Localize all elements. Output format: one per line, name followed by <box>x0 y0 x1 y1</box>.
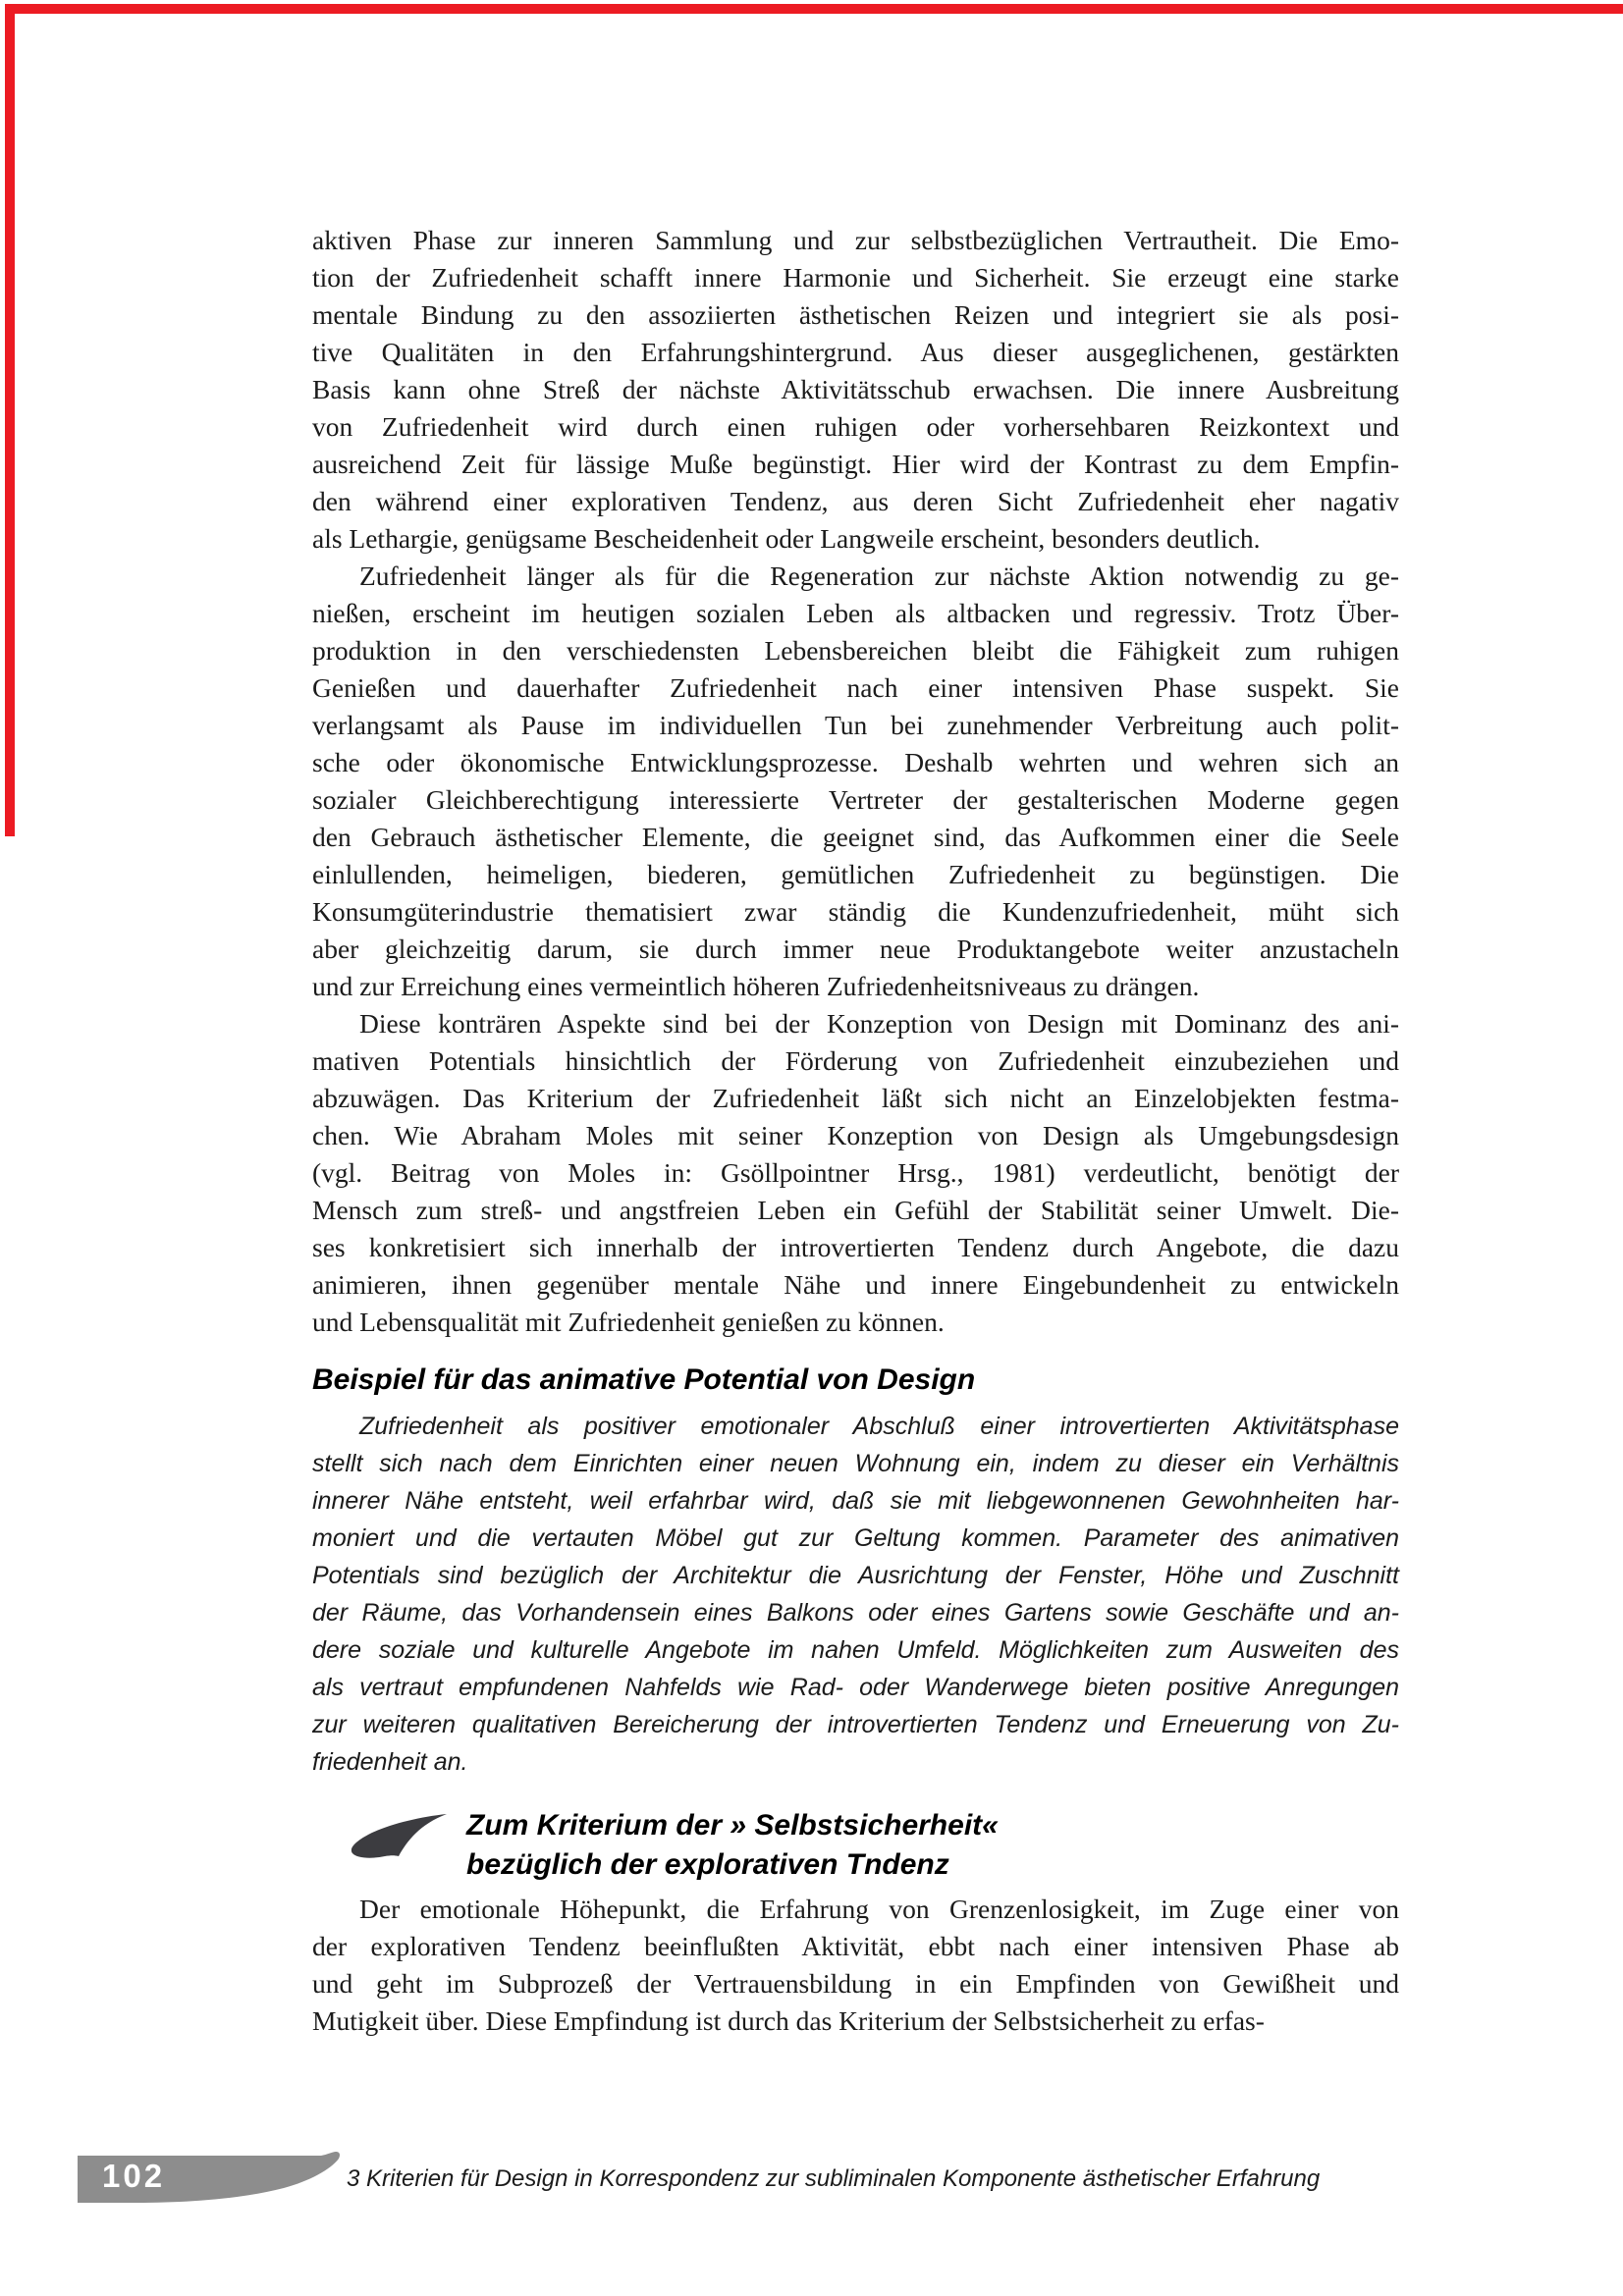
red-margin-line-top <box>5 4 1623 14</box>
text-line: chen. Wie Abraham Moles mit seiner Konzeption von Design als Umgebungsdesign <box>312 1120 1399 1150</box>
text-line: sche oder ökonomische Entwicklungsprozesse. Deshalb wehrten und wehren sich an <box>312 747 1399 777</box>
text-line: tive Qualitäten in den Erfahrungshintergrund. Aus dieser ausgeglichenen, gestärkten <box>312 337 1399 367</box>
text-line: Mensch zum streß- und angstfreien Leben ein Gefühl der Stabilität seiner Umwelt. Die- <box>312 1195 1399 1225</box>
swoosh-icon <box>348 1812 450 1859</box>
text-line: moniert und die vertauten Möbel gut zur Geltung kommen. Parameter des animativen <box>312 1524 1399 1552</box>
text-line: den während einer explorativen Tendenz, aus deren Sicht Zufriedenheit eher nagativ <box>312 486 1399 516</box>
heading-line: Zum Kriterium der » Selbstsicherheit« <box>466 1809 999 1842</box>
text-line: von Zufriedenheit wird durch einen ruhigen oder vorhersehbaren Reizkontext und <box>312 411 1399 442</box>
text-line: dere soziale und kulturelle Angebote im nahen Umfeld. Möglichkeiten zum Ausweiten des <box>312 1636 1399 1664</box>
text-line: der Räume, das Vorhandensein eines Balkons oder eines Gartens sowie Geschäfte und an- <box>312 1599 1399 1627</box>
red-margin-line-left <box>5 4 15 836</box>
text-line: mativen Potentials hinsichtlich der Förderung von Zufriedenheit einzubeziehen und <box>312 1045 1399 1076</box>
text-line: animieren, ihnen gegenüber mentale Nähe und innere Eingebundenheit zu entwickeln <box>312 1269 1399 1300</box>
text-line: tion der Zufriedenheit schafft innere Harmonie und Sicherheit. Sie erzeugt eine starke <box>312 262 1399 293</box>
text-line: als Lethargie, genügsame Bescheidenheit oder Langweile erscheint, besonders deutlich. <box>312 523 1261 554</box>
text-line: einlullenden, heimeligen, biederen, gemütlichen Zufriedenheit zu begünstigen. Die <box>312 859 1399 889</box>
section-heading-animative-potential: Beispiel für das animative Potential von Design <box>312 1363 976 1396</box>
text-line: Genießen und dauerhafter Zufriedenheit nach einer intensiven Phase suspekt. Sie <box>312 672 1399 703</box>
text-line: mentale Bindung zu den assoziierten ästhetischen Reizen und integriert sie als posi- <box>312 299 1399 330</box>
text-line: Diese konträren Aspekte sind bei der Konzeption von Design mit Dominanz des ani- <box>359 1008 1399 1039</box>
text-line: und geht im Subprozeß der Vertrauensbildung in ein Empfinden von Gewißheit und <box>312 1968 1399 1999</box>
text-line: aktiven Phase zur inneren Sammlung und zur selbstbezüglichen Vertrautheit. Die Emo- <box>312 225 1399 255</box>
text-line: ses konkretisiert sich innerhalb der introvertierten Tendenz durch Angebote, die dazu <box>312 1232 1399 1262</box>
text-line: sozialer Gleichberechtigung interessierte Vertreter der gestalterischen Moderne gegen <box>312 784 1399 815</box>
text-line: innerer Nähe entsteht, weil erfahrbar wird, daß sie mit liebgewonnenen Gewohnheiten har- <box>312 1487 1399 1515</box>
text-line: Potentials sind bezüglich der Architektur die Ausrichtung der Fenster, Höhe und Zuschnitt <box>312 1562 1399 1589</box>
paragraph <box>312 1005 1399 1341</box>
text-line: Zufriedenheit als positiver emotionaler Abschluß einer introvertierten Aktivitätsphase <box>359 1413 1399 1440</box>
paragraph <box>312 222 1399 558</box>
heading-line: bezüglich der explorativen Tndenz <box>466 1848 949 1881</box>
text-line: friedenheit an. <box>312 1748 468 1776</box>
text-line: zur weiteren qualitativen Bereicherung der introvertierten Tendenz und Erneuerung von Zu- <box>312 1711 1399 1738</box>
text-line: der explorativen Tendenz beeinflußten Aktivität, ebbt nach einer intensiven Phase ab <box>312 1931 1399 1961</box>
text-line: und zur Erreichung eines vermeintlich höheren Zufriedenheitsniveaus zu drängen. <box>312 971 1200 1001</box>
text-line: und Lebensqualität mit Zufriedenheit genießen zu können. <box>312 1307 945 1337</box>
text-line: produktion in den verschiedensten Lebensbereichen bleibt die Fähigkeit zum ruhigen <box>312 635 1399 666</box>
text-line: Mutigkeit über. Diese Empfindung ist durch das Kriterium der Selbstsicherheit zu erfas- <box>312 2005 1265 2036</box>
text-line: Der emotionale Höhepunkt, die Erfahrung von Grenzenlosigkeit, im Zuge einer von <box>359 1894 1399 1924</box>
text-line: als vertraut empfundenen Nahfelds wie Rad- oder Wanderwege bieten positive Anregungen <box>312 1674 1399 1701</box>
text-line: Zufriedenheit länger als für die Regeneration zur nächste Aktion notwendig zu ge- <box>359 561 1399 591</box>
example-paragraph <box>312 1408 1399 1781</box>
text-line: (vgl. Beitrag von Moles in: Gsöllpointner Hrsg., 1981) verdeutlicht, benötigt der <box>312 1157 1399 1188</box>
text-line: aber gleichzeitig darum, sie durch immer neue Produktangebote weiter anzustacheln <box>312 934 1399 964</box>
text-line: den Gebrauch ästhetischer Elemente, die geeignet sind, das Aufkommen einer die Seele <box>312 822 1399 852</box>
text-line: nießen, erscheint im heutigen sozialen Leben als altbacken und regressiv. Trotz Über- <box>312 598 1399 628</box>
text-line: Basis kann ohne Streß der nächste Aktivitätsschub erwachsen. Die innere Ausbreitung <box>312 374 1399 404</box>
page-number: 102 <box>102 2158 166 2194</box>
text-line: verlangsamt als Pause im individuellen Tun bei zunehmender Verbreitung auch polit- <box>312 710 1399 740</box>
text-line: stellt sich nach dem Einrichten einer neuen Wohnung ein, indem zu dieser ein Verhältnis <box>312 1450 1399 1477</box>
paragraph <box>312 558 1399 1005</box>
body-text <box>312 222 1399 2040</box>
text-line: abzuwägen. Das Kriterium der Zufriedenheit läßt sich nicht an Einzelobjekten festma- <box>312 1083 1399 1113</box>
paragraph <box>312 1891 1399 2040</box>
text-line: ausreichend Zeit für lässige Muße begünstigt. Hier wird der Kontrast zu dem Empfin- <box>312 449 1399 479</box>
footer-chapter-title: 3 Kriterien für Design in Korrespondenz zur subliminalen Komponente ästhetischer Erfahrung <box>347 2165 1321 2192</box>
text-line: Konsumgüterindustrie thematisiert zwar ständig die Kundenzufriedenheit, müht sich <box>312 896 1399 927</box>
section-heading-selbstsicherheit <box>312 1806 1399 1885</box>
